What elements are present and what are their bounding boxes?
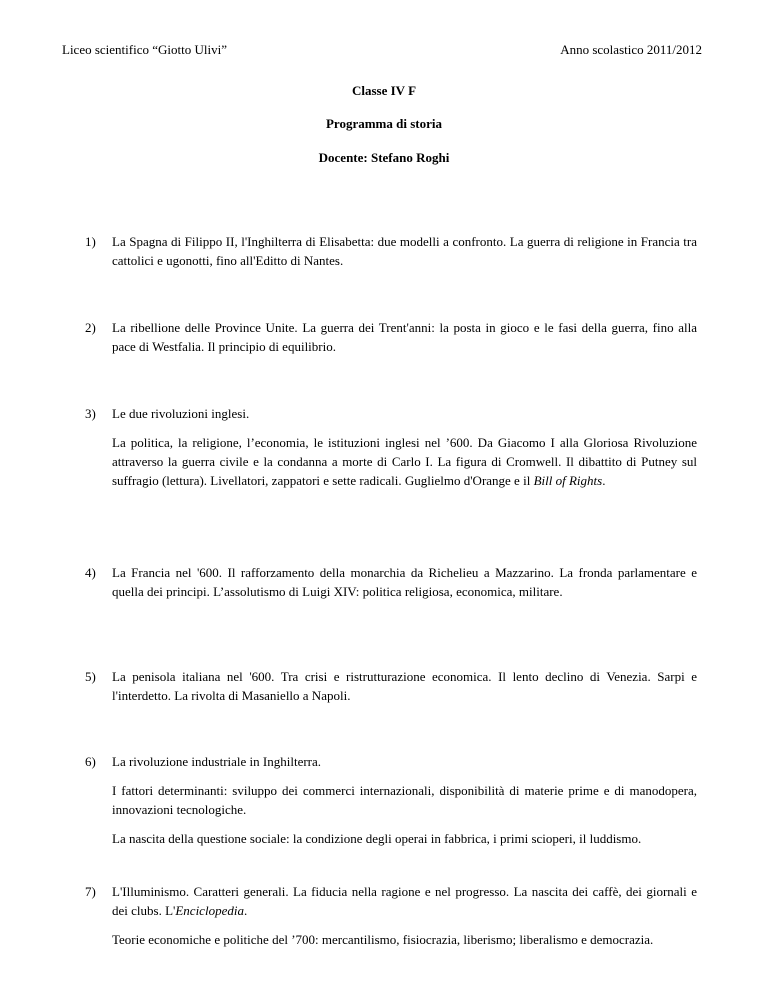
- subject-title: Programma di storia: [325, 116, 443, 131]
- item-paragraph: Teorie economiche e politiche del ’700: mercantilismo, fisiocrazia, liberismo; liberalismo e democrazia.: [112, 932, 654, 947]
- item-paragraph: La Francia nel '600. Il rafforzamento della monarchia da Richelieu a Mazzarino. La fronda parlamentare e quella dei principi. L’assolutismo di Luigi XIV: politica religiosa, economica, militare.: [112, 565, 697, 599]
- program-item-4: [85, 563, 697, 601]
- item-paragraph: [112, 433, 697, 490]
- program-item-7: [85, 882, 697, 949]
- program-item-6: [85, 752, 697, 848]
- item-italic-text: Bill of Rights: [533, 473, 603, 488]
- page-header: [62, 40, 702, 60]
- item-number: 7): [85, 884, 96, 899]
- item-paragraph: La ribellione delle Province Unite. La guerra dei Trent'anni: la posta in gioco e le fasi della guerra, fino alla pace di Westfalia. Il principio di equilibrio.: [112, 320, 697, 354]
- school-year: Anno scolastico 2011/2012: [560, 42, 702, 57]
- item-paragraph: La nascita della questione sociale: la condizione degli operai in fabbrica, i primi scioperi, il luddismo.: [112, 831, 642, 846]
- teacher-title: Docente: Stefano Roghi: [318, 150, 450, 165]
- item-number: 4): [85, 565, 96, 580]
- item-number: 1): [85, 234, 96, 249]
- item-text: La politica, la religione, l’economia, le istituzioni inglesi nel ’600. Da Giacomo I alla Gloriosa Rivoluzione attraverso la guerra civile e la condanna a morte di Carlo I. La figura di Cromwell. Il dibattito di Putney sul suffragio (lettura). Livellatori, zappatori e sette radicali. Guglielmo d'Orange e il: [112, 435, 697, 488]
- program-item-1: [85, 232, 697, 270]
- item-italic-text: Enciclopedia: [175, 903, 244, 918]
- item-number: 3): [85, 406, 96, 421]
- item-number: 5): [85, 669, 96, 684]
- item-text: L'Illuminismo. Caratteri generali. La fiducia nella ragione e nel progresso. La nascita dei caffè, dei giornali e dei clubs. L': [112, 884, 697, 918]
- program-item-3: [85, 404, 697, 490]
- item-paragraph: La penisola italiana nel '600. Tra crisi e ristrutturazione economica. Il lento declino di Venezia. Sarpi e l'interdetto. La rivolta di Masaniello a Napoli.: [112, 669, 697, 703]
- school-name: Liceo scientifico “Giotto Ulivi”: [62, 42, 227, 57]
- item-heading: La rivoluzione industriale in Inghilterra.: [112, 754, 322, 769]
- item-number: 6): [85, 754, 96, 769]
- item-paragraph: I fattori determinanti: sviluppo dei commerci internazionali, disponibilità di materie prime e di manodopera, innovazioni tecnologiche.: [112, 783, 697, 817]
- item-paragraph: [112, 882, 697, 920]
- item-paragraph: La Spagna di Filippo II, l'Inghilterra di Elisabetta: due modelli a confronto. La guerra di religione in Francia tra cattolici e ugonotti, fino all'Editto di Nantes.: [112, 234, 697, 268]
- item-heading: Le due rivoluzioni inglesi.: [112, 406, 250, 421]
- item-text-end: .: [602, 473, 606, 488]
- item-number: 2): [85, 320, 96, 335]
- program-item-2: [85, 318, 697, 356]
- item-text-end: .: [243, 903, 248, 918]
- class-title: Classe IV F: [351, 83, 417, 98]
- program-item-5: [85, 667, 697, 705]
